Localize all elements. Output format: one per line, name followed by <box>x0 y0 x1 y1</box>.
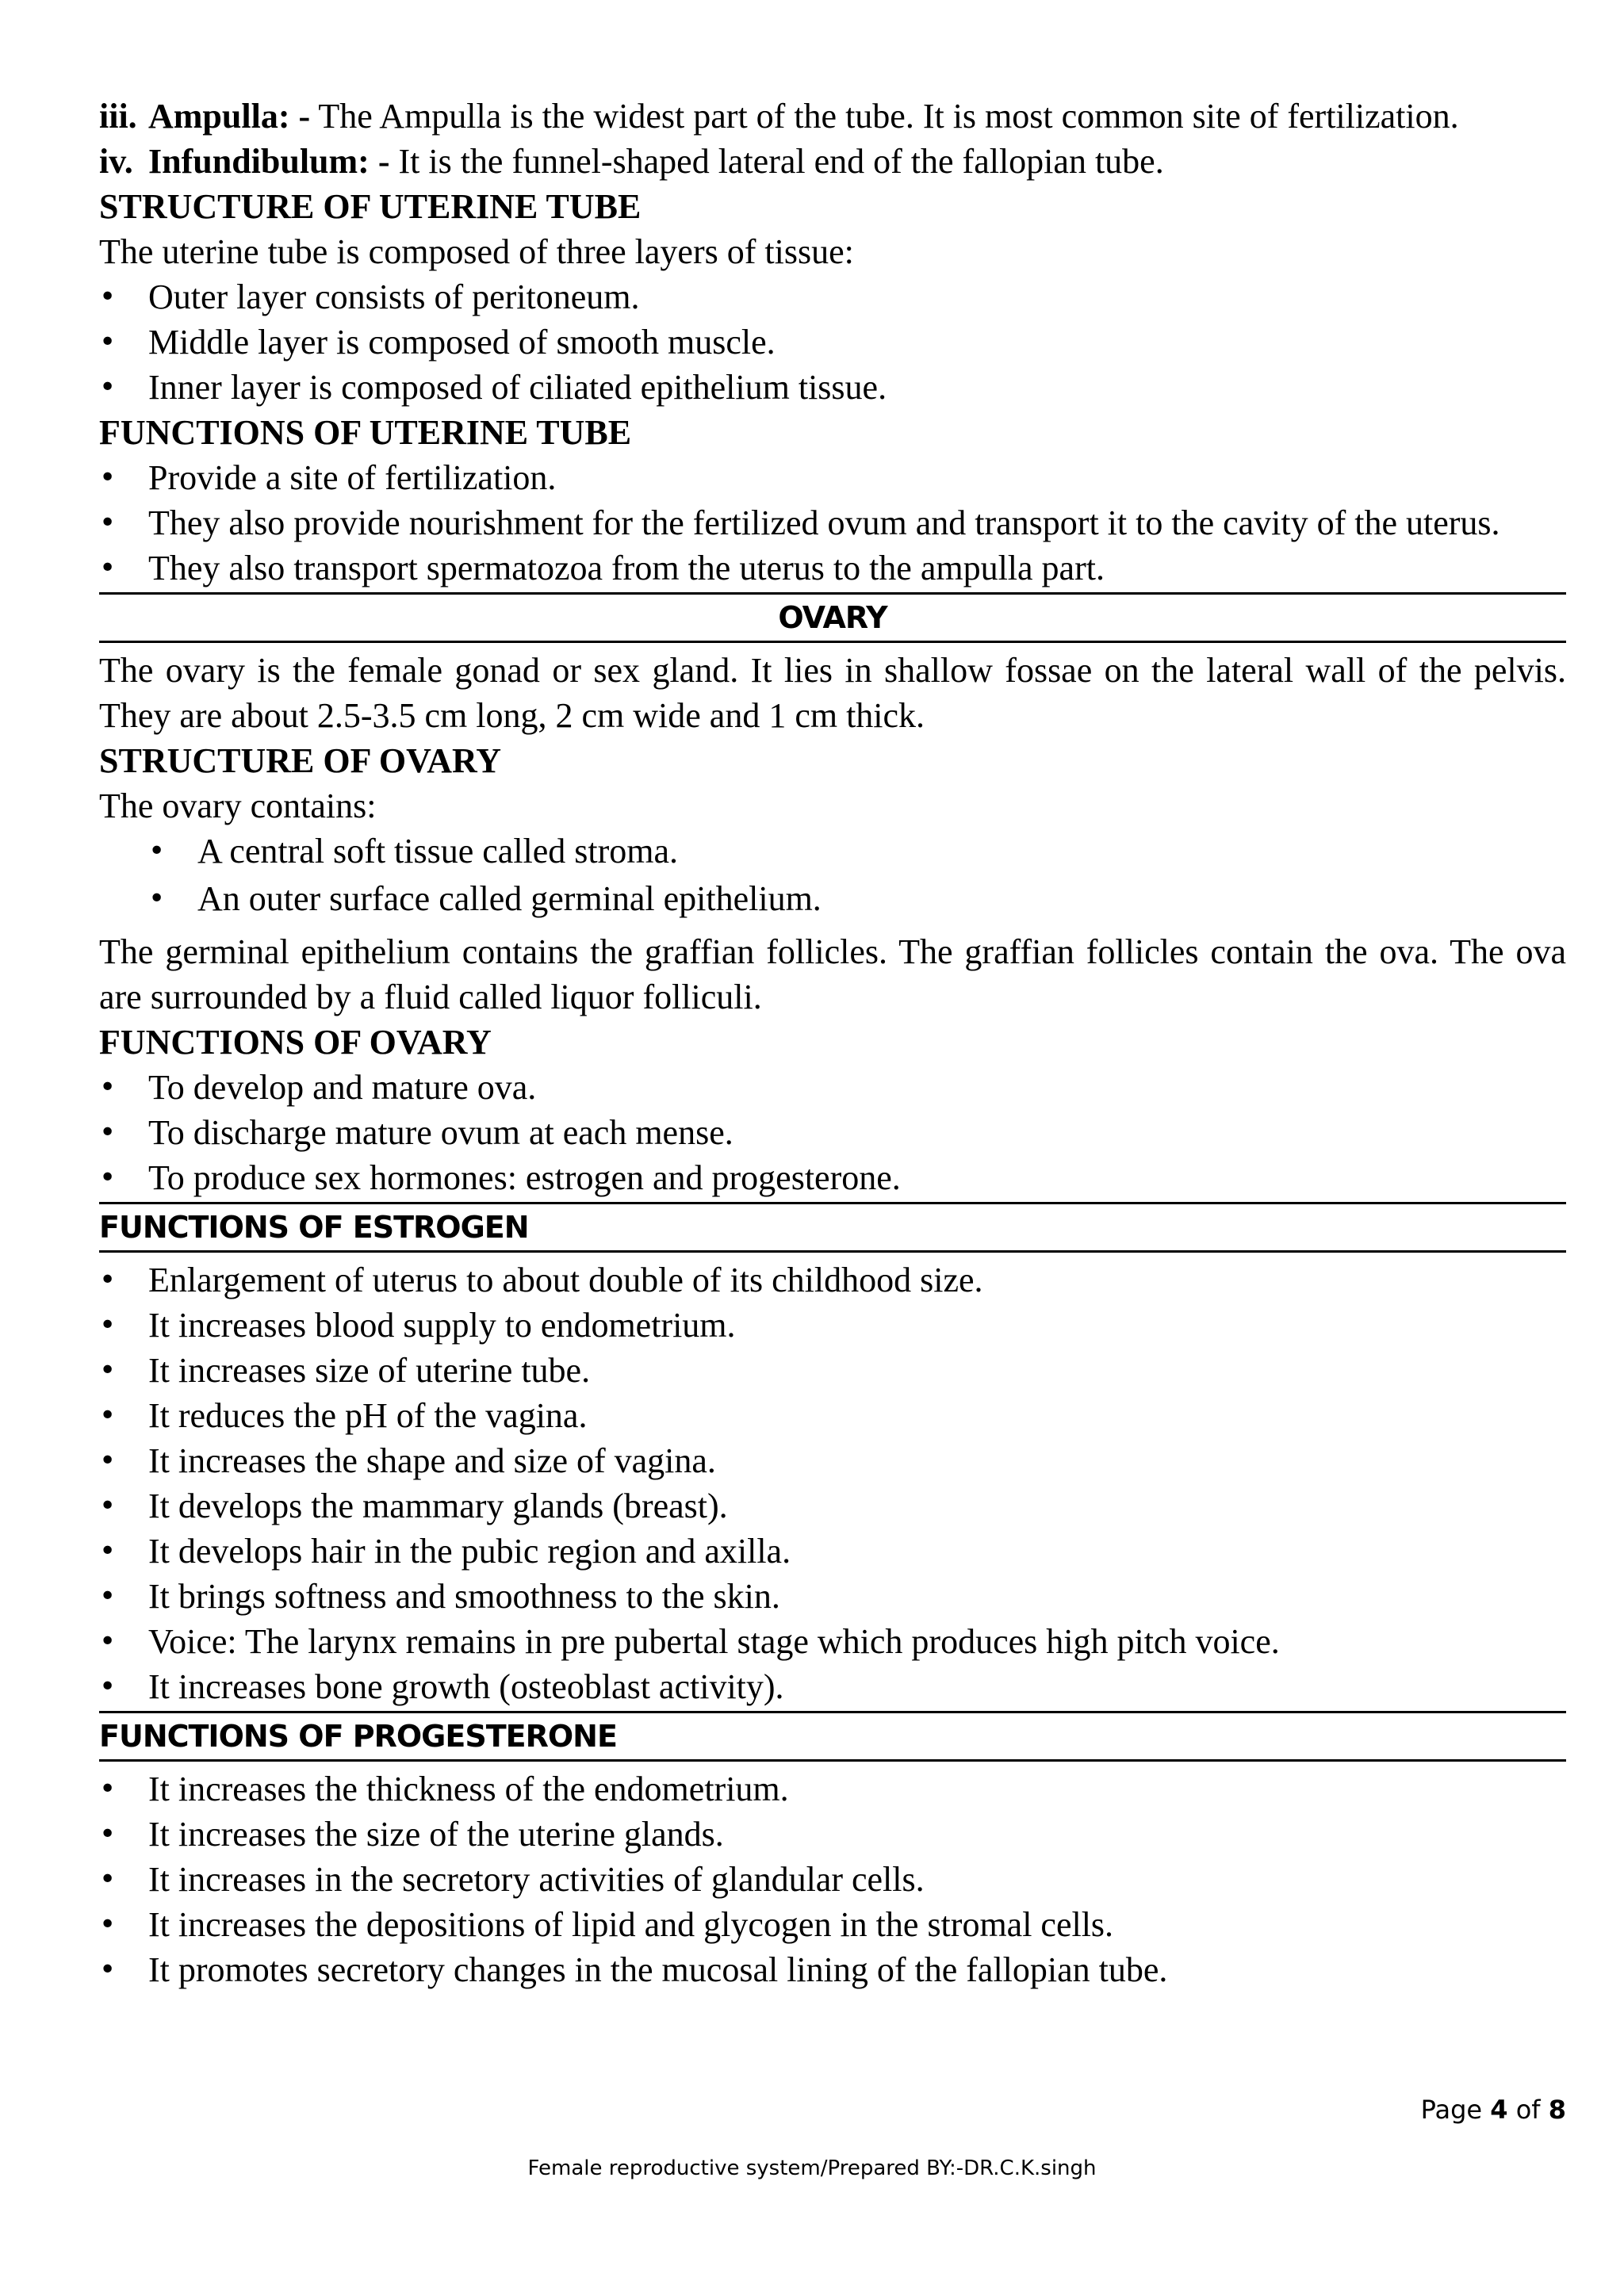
list-item: • It increases bone growth (osteoblast activity). <box>99 1664 1566 1709</box>
list-item: • Enlargement of uterus to about double of its childhood size. <box>99 1257 1566 1303</box>
page-of-label: of <box>1507 2095 1549 2125</box>
list-item: • Inner layer is composed of ciliated epithelium tissue. <box>99 365 1566 410</box>
list-item: • Voice: The larynx remains in pre pubertal stage which produces high pitch voice. <box>99 1619 1566 1664</box>
term-infundibulum: Infundibulum: - <box>148 142 390 181</box>
functions-tube-heading: FUNCTIONS OF UTERINE TUBE <box>99 413 632 452</box>
list-item: • They also provide nourishment for the fertilized ovum and transport it to the cavity of the uterus. <box>99 500 1566 545</box>
list-item: • It reduces the pH of the vagina. <box>99 1393 1566 1438</box>
infundibulum-text: It is the funnel-shaped lateral end of the fallopian tube. <box>389 142 1164 181</box>
structure-tube-heading: STRUCTURE OF UTERINE TUBE <box>99 187 642 226</box>
structure-ovary-heading: STRUCTURE OF OVARY <box>99 741 501 780</box>
functions-ovary-list <box>99 1065 1566 1200</box>
list-item: • It increases blood supply to endometrium. <box>99 1303 1566 1348</box>
list-item: • It increases the size of the uterine glands. <box>99 1812 1566 1857</box>
list-item: • An outer surface called germinal epithelium. <box>99 876 1566 921</box>
follicle-paragraph: The germinal epithelium contains the graffian follicles. The graffian follicles contain the ova. The ova are surrounded by a fluid called liquor folliculi. <box>99 932 1566 1016</box>
list-item: • It increases the depositions of lipid and glycogen in the stromal cells. <box>99 1902 1566 1947</box>
document-page <box>99 94 1566 1992</box>
list-item: • It brings softness and smoothness to the skin. <box>99 1574 1566 1619</box>
page-current: 4 <box>1490 2095 1508 2125</box>
list-item: • To produce sex hormones: estrogen and progesterone. <box>99 1155 1566 1200</box>
list-item: • It increases in the secretory activities of glandular cells. <box>99 1857 1566 1902</box>
list-item: • To discharge mature ovum at each mense. <box>99 1110 1566 1155</box>
footer-credit: Female reproductive system/Prepared BY:-DR.C.K.singh <box>527 2156 1097 2180</box>
tube-part-ampulla <box>99 94 1566 139</box>
list-item: • Middle layer is composed of smooth muscle. <box>99 320 1566 365</box>
term-ampulla: Ampulla: - <box>148 97 311 136</box>
progesterone-functions-list <box>99 1766 1566 1992</box>
page-total: 8 <box>1548 2095 1566 2125</box>
list-item: • It promotes secretory changes in the mucosal lining of the fallopian tube. <box>99 1947 1566 1992</box>
ampulla-text: The Ampulla is the widest part of the tube. It is most common site of fertilization. <box>310 97 1459 136</box>
item-number: iii. <box>99 97 137 136</box>
ovary-section-band: OVARY <box>99 592 1566 643</box>
functions-ovary-heading: FUNCTIONS OF OVARY <box>99 1023 492 1062</box>
list-item: • It increases the thickness of the endometrium. <box>99 1766 1566 1812</box>
list-item: • A central soft tissue called stroma. <box>99 828 1566 874</box>
list-item: • To develop and mature ova. <box>99 1065 1566 1110</box>
estrogen-functions-list <box>99 1257 1566 1709</box>
list-item: • They also transport spermatozoa from the uterus to the ampulla part. <box>99 545 1566 591</box>
functions-tube-list <box>99 455 1566 591</box>
item-number: iv. <box>99 142 133 181</box>
list-item: • It develops the mammary glands (breast). <box>99 1483 1566 1529</box>
page-number <box>1421 2095 1566 2125</box>
page-label: Page <box>1420 2095 1491 2125</box>
estrogen-section-band: FUNCTIONS OF ESTROGEN <box>99 1202 1566 1253</box>
list-item: • It develops hair in the pubic region and axilla. <box>99 1529 1566 1574</box>
structure-ovary-list <box>99 828 1566 921</box>
structure-ovary-intro: The ovary contains: <box>99 786 377 825</box>
list-item: • It increases the shape and size of vagina. <box>99 1438 1566 1483</box>
list-item: • Provide a site of fertilization. <box>99 455 1566 500</box>
structure-tube-intro: The uterine tube is composed of three layers of tissue: <box>99 232 854 271</box>
progesterone-section-band: FUNCTIONS OF PROGESTERONE <box>99 1711 1566 1762</box>
list-item: • Outer layer consists of peritoneum. <box>99 274 1566 320</box>
list-item: • It increases size of uterine tube. <box>99 1348 1566 1393</box>
tube-part-infundibulum <box>99 139 1566 184</box>
structure-tube-list <box>99 274 1566 410</box>
ovary-intro: The ovary is the female gonad or sex gland. It lies in shallow fossae on the lateral wall of the pelvis. They are about 2.5-3.5 cm long, 2 cm wide and 1 cm thick. <box>99 651 1566 735</box>
